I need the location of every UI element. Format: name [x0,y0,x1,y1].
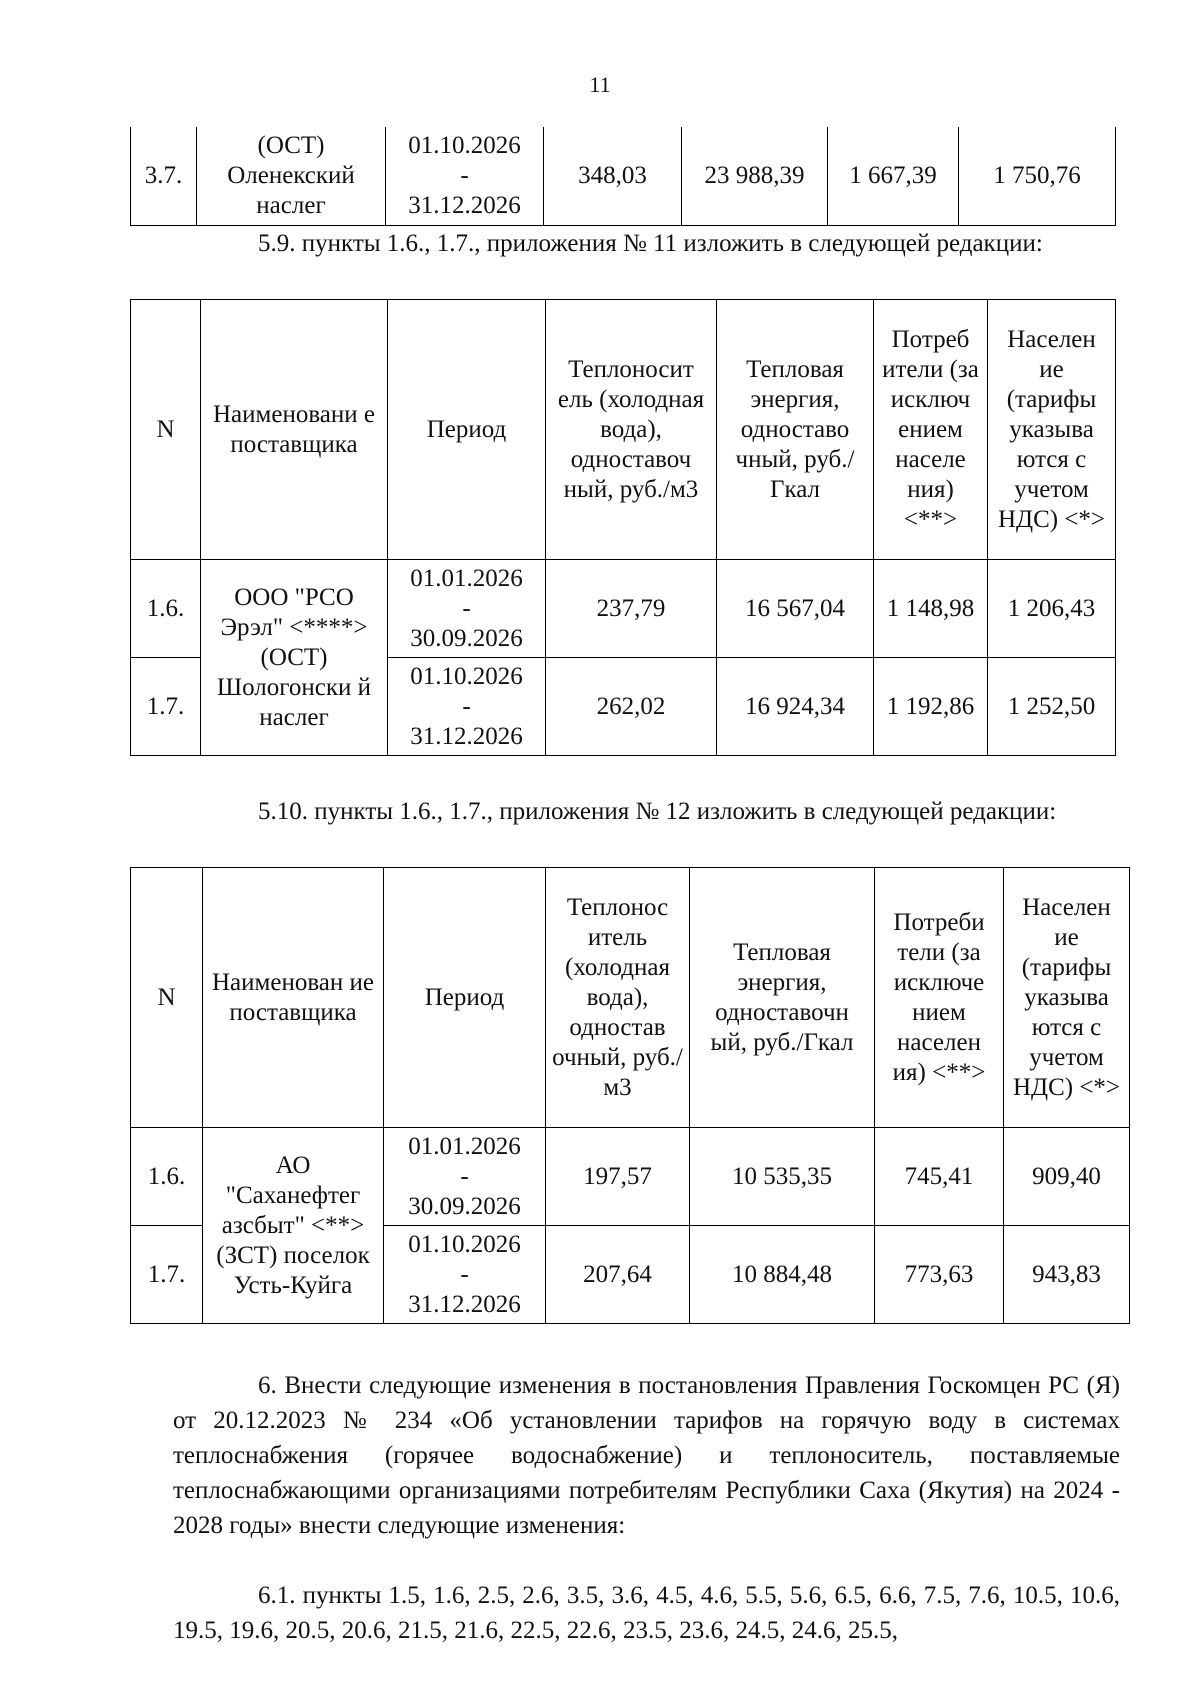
row-number: 1.7. [131,658,201,756]
header-coolant: Теплоносит ель (холодная вода), одноставоч ный, руб./м3 [546,300,717,560]
header-consumers: Потреби тели (за исключе нием населен ия) <**> [875,868,1004,1128]
consumers-value: 1 192,86 [874,658,988,756]
energy-value: 10 884,48 [690,1226,875,1324]
supplier-name: ООО "РСО Эрэл" <****> (ОСТ) Шологонски й наслег [201,560,388,756]
coolant-value: 207,64 [546,1226,690,1324]
period: 01.01.2026 - 30.09.2026 [384,1128,546,1226]
energy-value: 16 924,34 [717,658,874,756]
header-consumers: Потреб ители (за исключ ением населе ния) <**> [874,300,988,560]
population-value: 1 750,76 [959,127,1116,225]
paragraph-5-9: 5.9. пункты 1.6., 1.7., приложения № 11 изложить в следующей редакции: [258,230,1043,257]
header-coolant: Теплонос итель (холодная вода), одностав очный, руб./м3 [546,868,690,1128]
header-population: Населен ие (тарифы указыва ются с учетом НДС) <*> [1004,868,1130,1128]
header-period: Период [384,868,546,1128]
header-population: Населен ие (тарифы указыва ются с учетом НДС) <*> [988,300,1116,560]
row-number: 1.7. [131,1226,203,1324]
table-header-row [131,300,1116,560]
period: 01.10.2026 - 31.12.2026 [388,658,546,756]
paragraph-5-10: 5.10. пункты 1.6., 1.7., приложения № 12 изложить в следующей редакции: [258,798,1057,825]
consumers-value: 773,63 [875,1226,1004,1324]
coolant-value: 197,57 [546,1128,690,1226]
table-row [131,127,1116,225]
period: 01.10.2026 - 31.12.2026 [384,1226,546,1324]
row-number: 1.6. [131,560,201,658]
energy-value: 23 988,39 [682,127,828,225]
supplier-name: АО "Саханефтег азсбыт" <**> (ЗСТ) поселок Усть-Куйга [203,1128,384,1324]
population-value: 943,83 [1004,1226,1130,1324]
header-n: N [131,300,201,560]
header-supplier: Наименовани е поставщика [201,300,388,560]
population-value: 1 206,43 [988,560,1116,658]
coolant-value: 237,79 [546,560,717,658]
population-value: 909,40 [1004,1128,1130,1226]
row-number: 1.6. [131,1128,203,1226]
consumers-value: 1 148,98 [874,560,988,658]
supplier-name: (ОСТ) Оленекский наслег [197,127,386,225]
energy-value: 10 535,35 [690,1128,875,1226]
energy-value: 16 567,04 [717,560,874,658]
consumers-value: 745,41 [875,1128,1004,1226]
consumers-value: 1 667,39 [828,127,959,225]
header-energy: Тепловая энергия, одноставочн ый, руб./Гкал [690,868,875,1128]
table-5-10 [130,867,1130,1324]
header-supplier: Наименован ие поставщика [203,868,384,1128]
table-row [131,1128,1130,1226]
coolant-value: 348,03 [544,127,682,225]
header-n: N [131,868,203,1128]
header-period: Период [388,300,546,560]
coolant-value: 262,02 [546,658,717,756]
paragraph-6-1: 6.1. пункты 1.5, 1.6, 2.5, 2.6, 3.5, 3.6, 4.5, 4.6, 5.5, 5.6, 6.5, 6.6, 7.5, 7.6, 10.5, 10.6, 19.5, 19.6, 20.5, 20.6, 21.5, 21.6, 22.5, 22.6, 23.5, 23.6, 24.5, 24.6, 25.5, [173,1582,1120,1644]
previous-table-fragment [130,127,1116,226]
table-header-row [131,868,1130,1128]
table-5-9 [130,299,1116,756]
period: 01.01.2026 - 30.09.2026 [388,560,546,658]
table-row [131,560,1116,658]
paragraph-6: 6. Внести следующие изменения в постановления Правления Госкомцен РС (Я) от 20.12.2023 № 234 «Об установлении тарифов на горячую воду в системах теплоснабжения (горячее водоснабжение) и теплоноситель, поставляемые теплоснабжающими организациями потребителям Республики Саха (Якутия) на 2024 - 2028 годы» внести следующие изменения: [173,1372,1120,1539]
row-number: 3.7. [131,127,197,225]
header-energy: Тепловая энергия, одноставо чный, руб./Гкал [717,300,874,560]
population-value: 1 252,50 [988,658,1116,756]
period: 01.10.2026 - 31.12.2026 [386,127,544,225]
page-number: 11 [589,72,611,97]
